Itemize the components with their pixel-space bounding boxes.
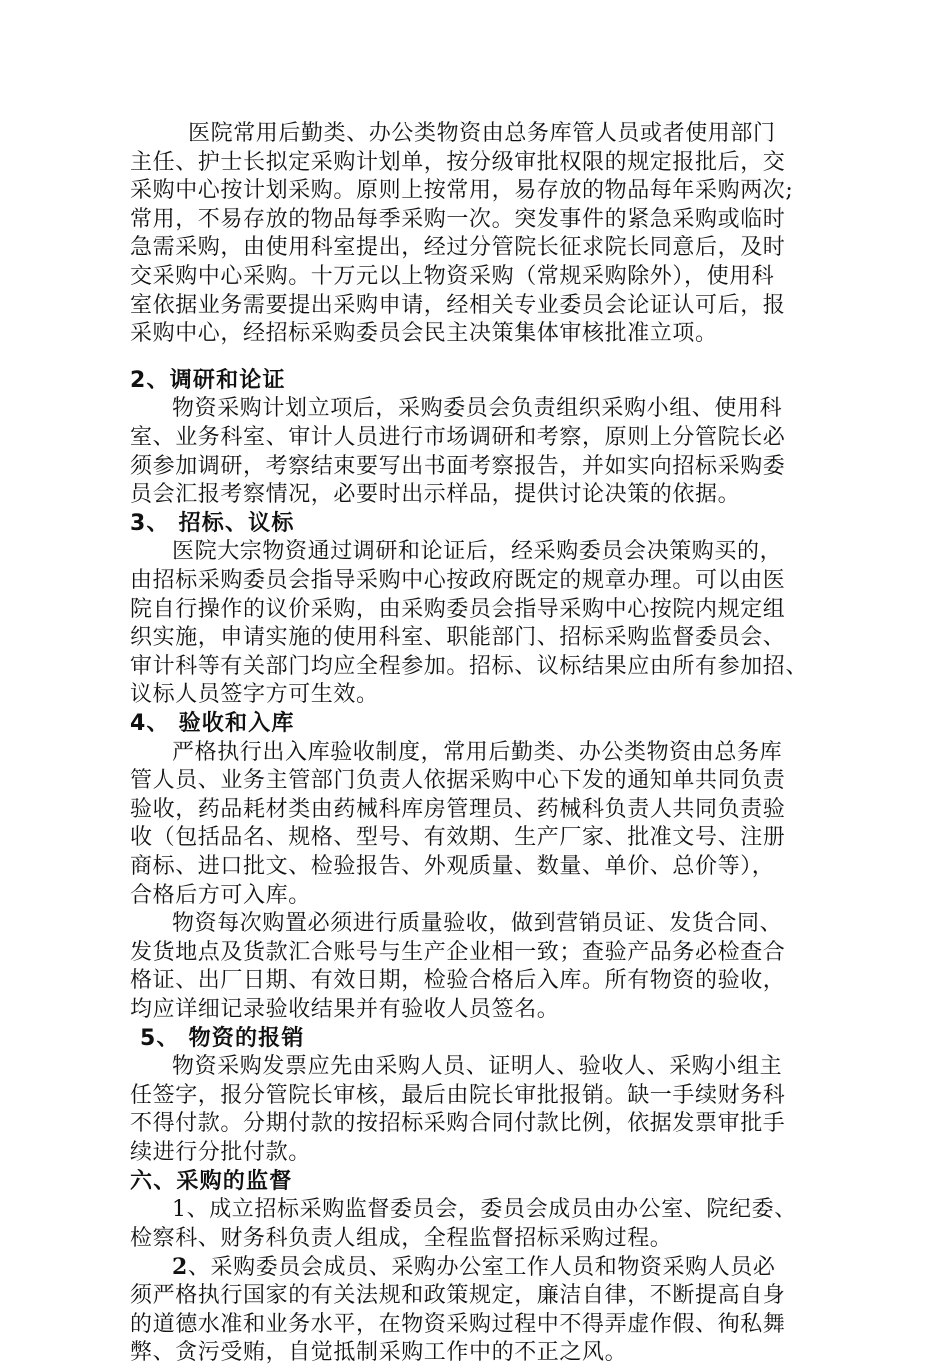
body-line: 交采购中心采购。十万元以上物资采购（常规采购除外），使用科 xyxy=(130,264,775,289)
body-line: 院自行操作的议价采购，由采购委员会指导采购中心按院内规定组 xyxy=(130,597,786,622)
body-line: 主任、护士长拟定采购计划单，按分级审批权限的规定报批后，交 xyxy=(130,150,786,175)
body-line: 合格后方可入库。 xyxy=(130,883,311,908)
body-line: 物资采购计划立项后，采购委员会负责组织采购小组、使用科 xyxy=(172,396,783,421)
body-line: 严格执行出入库验收制度，常用后勤类、办公类物资由总务库 xyxy=(172,740,783,765)
body-line: 由招标采购委员会指导采购中心按政府既定的规章办理。可以由医 xyxy=(130,568,786,593)
body-line: 不得付款。分期付款的按招标采购合同付款比例，依据发票审批手 xyxy=(130,1111,786,1136)
body-line: 弊、贪污受贿，自觉抵制采购工作中的不正之风。 xyxy=(130,1340,628,1365)
section-heading-bidding: 3、 招标、议标 xyxy=(130,511,295,536)
body-text: 、采购委员会成员、采购办公室工作人员和物资采购人员必 xyxy=(187,1255,776,1280)
body-line: 织实施，申请实施的使用科室、职能部门、招标采购监督委员会、 xyxy=(130,625,786,650)
body-line: 均应详细记录验收结果并有验收人员签名。 xyxy=(130,997,560,1022)
body-line: 审计科等有关部门均应全程参加。招标、议标结果应由所有参加招、 xyxy=(130,654,809,679)
body-line: 管人员、业务主管部门负责人依据采购中心下发的通知单共同负责 xyxy=(130,768,786,793)
body-line: 格证、出厂日期、有效日期，检验合格后入库。所有物资的验收， xyxy=(130,968,786,993)
body-line: 须参加调研，考察结束要写出书面考察报告，并如实向招标采购委 xyxy=(130,454,786,479)
body-line: 须严格执行国家的有关法规和政策规定，廉洁自律，不断提高自身 xyxy=(130,1283,786,1308)
body-line: 1、成立招标采购监督委员会，委员会成员由办公室、院纪委、 xyxy=(172,1197,797,1222)
body-line: 验收，药品耗材类由药械科库房管理员、药械科负责人共同负责验 xyxy=(130,797,786,822)
body-line: 室、业务科室、审计人员进行市场调研和考察，原则上分管院长必 xyxy=(130,425,786,450)
section-heading-reimbursement: 5、 物资的报销 xyxy=(140,1026,305,1051)
body-line: 任签字，报分管院长审核，最后由院长审批报销。缺一手续财务科 xyxy=(130,1083,786,1108)
body-line: 商标、进口批文、检验报告、外观质量、数量、单价、总价等）， xyxy=(130,854,775,879)
body-line: 医院常用后勤类、办公类物资由总务库管人员或者使用部门 xyxy=(188,121,776,146)
body-line: 续进行分批付款。 xyxy=(130,1140,311,1165)
body-line: 采购中心按计划采购。原则上按常用，易存放的物品每年采购两次; xyxy=(130,178,794,203)
body-line: 检察科、财务科负责人组成，全程监督招标采购过程。 xyxy=(130,1226,673,1251)
body-line: 医院大宗物资通过调研和论证后，经采购委员会决策购买的， xyxy=(172,539,783,564)
item-number: 2 xyxy=(172,1254,188,1280)
section-heading-supervision: 六、采购的监督 xyxy=(130,1169,293,1194)
body-line: 的道德水准和业务水平，在物资采购过程中不得弄虚作假、徇私舞 xyxy=(130,1312,786,1337)
body-line: 员会汇报考察情况，必要时出示样品，提供讨论决策的依据。 xyxy=(130,482,741,507)
body-line: 发货地点及货款汇合账号与生产企业相一致；查验产品务必检查合 xyxy=(130,940,786,965)
body-line: 物资每次购置必须进行质量验收，做到营销员证、发货合同、 xyxy=(172,911,783,936)
section-heading-research: 2、调研和论证 xyxy=(130,368,286,393)
body-line: 常用，不易存放的物品每季采购一次。突发事件的紧急采购或临时 xyxy=(130,207,786,232)
body-line: 物资采购发票应先由采购人员、证明人、验收人、采购小组主 xyxy=(172,1054,783,1079)
section-heading-acceptance: 4、 验收和入库 xyxy=(130,711,295,736)
body-line: 急需采购，由使用科室提出，经过分管院长征求院长同意后，及时 xyxy=(130,235,786,260)
body-line: 议标人员签字方可生效。 xyxy=(130,682,379,707)
body-line: 采购中心，经招标采购委员会民主决策集体审核批准立项。 xyxy=(130,321,718,346)
body-line: 室依据业务需要提出采购申请，经相关专业委员会论证认可后，报 xyxy=(130,293,786,318)
body-line: 收（包括品名、规格、型号、有效期、生产厂家、批准文号、注册 xyxy=(130,825,786,850)
body-line xyxy=(172,1254,776,1281)
